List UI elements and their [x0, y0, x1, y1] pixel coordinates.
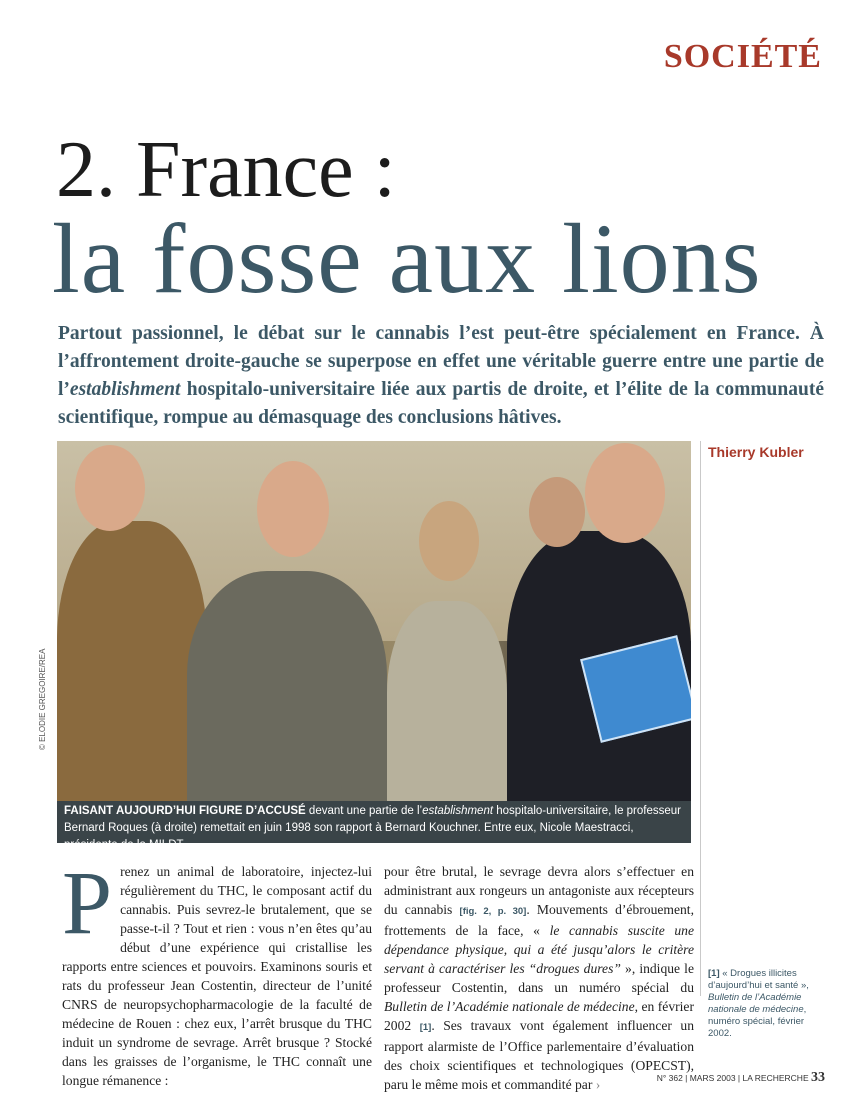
standfirst-emphasis: establishment	[69, 379, 181, 400]
page-number: 33	[811, 1070, 825, 1085]
photo-head-center-left	[257, 461, 329, 557]
photo-head-back	[529, 477, 585, 547]
side-note-tail: , numéro spécial, février 2002.	[708, 1004, 807, 1039]
photo-person-left	[57, 521, 207, 801]
photo-head-left	[75, 445, 145, 531]
article-photo	[57, 441, 691, 801]
footer-issue: N° 362 | MARS 2003 | LA RECHERCHE	[656, 1073, 809, 1083]
standfirst-part-2: hospitalo-universitaire liée aux partis de droite, et l’élite de la communauté scientifique, rompue au démasquage des conclusions hâtives.	[58, 379, 824, 428]
author-name: Thierry Kubler	[708, 444, 804, 460]
section-label: SOCIÉTÉ	[663, 38, 822, 75]
figure-reference: [fig. 2, p. 30]	[459, 906, 527, 917]
drop-cap: P	[62, 854, 113, 953]
continue-arrow-icon: ›	[595, 1077, 601, 1092]
caption-lead: FAISANT AUJOURD’HUI FIGURE D’ACCUSÉ	[64, 805, 306, 817]
note-reference: [1]	[419, 1022, 432, 1033]
quote: le cannabis suscite une dépendance physique, qui a été jusqu’alors le critère servant à caractériser les “drogues dures”	[384, 923, 694, 976]
standfirst	[58, 320, 824, 432]
bulletin-title: Bulletin de l’Académie nationale de médecine	[384, 999, 635, 1014]
sidebar-rule	[700, 441, 701, 996]
body-column-2-text: pour être brutal, le sevrage devra alors s’effectuer en administrant aux rongeurs un antagoniste aux récepteurs du cannabis [fig. 2, p. 30]. Mouvements d’ébrouement, frottements de la face, « le cannabis suscite une dépendance physique, qui a été jusqu’alors le critère servant à caractériser les “drogues dures” », indique le professeur Costentin, dans un numéro spécial du Bulletin de l’Académie nationale de médecine, en février 2002 [1]. Ses travaux vont également influencer un rapport alarmiste de l’Office parlementaire d’évaluation des choix scientifiques et technologiques (OPECST), paru le même mois et commandité par ›	[384, 864, 694, 1092]
photo-head-right	[585, 443, 665, 543]
photo-person-woman	[387, 601, 507, 801]
page-footer	[580, 1070, 825, 1086]
caption-part-2: hospitalo-universitaire, le professeur Bernard Roques (à droite) remettait en juin 1998 son rapport à Bernard Kouchner. Entre eux, Nicole Maestracci, présidente de la MILDT.	[64, 805, 681, 851]
title-line-1: 2. France :	[56, 126, 396, 214]
body-column-1	[62, 854, 372, 1090]
photo-person-center-left	[187, 571, 387, 801]
side-note	[708, 968, 826, 1040]
photo-credit: © ELODIE GREGOIRE/REA	[38, 648, 47, 750]
body-column-1-text: renez un animal de laboratoire, injectez-lui régulièrement du THC, le composant actif du cannabis. Puis sevrez-le brutalement, que se passe-t-il ? Tout et rien : vous n’en êtes qu’au début d’une expérience qui cristallise les rapports entre sciences et pouvoirs. Examinons souris et rats du professeur Jean Costentin, directeur de l’unité CNRS de neuropsychopharmacologie de la faculté de médecine de Rouen : chez eux, l’arrêt brusque du THC induit un syndrome de sevrage. Arrêt brusque ? Stocké dans les graisses de l’organisme, le THC connaît une longue rémanence :	[62, 864, 372, 1088]
side-note-text: « Drogues illicites d’aujourd’hui et santé »,	[708, 968, 809, 991]
side-note-number: [1]	[708, 968, 720, 979]
photo-head-woman	[419, 501, 479, 581]
caption-part-1: devant une partie de l’	[305, 805, 423, 817]
photo-caption	[57, 801, 691, 851]
standfirst-part-1: Partout passionnel, le débat sur le cannabis l’est peut-être spécialement en France. À l’affrontement droite-gauche se superpose en effet une véritable guerre entre une partie de l’	[58, 323, 824, 400]
title-line-2: la fosse aux lions	[52, 203, 762, 314]
side-note-italic: Bulletin de l’Académie nationale de médecine	[708, 992, 804, 1015]
caption-emphasis: establishment	[422, 805, 494, 817]
body-column-2	[384, 862, 694, 1094]
